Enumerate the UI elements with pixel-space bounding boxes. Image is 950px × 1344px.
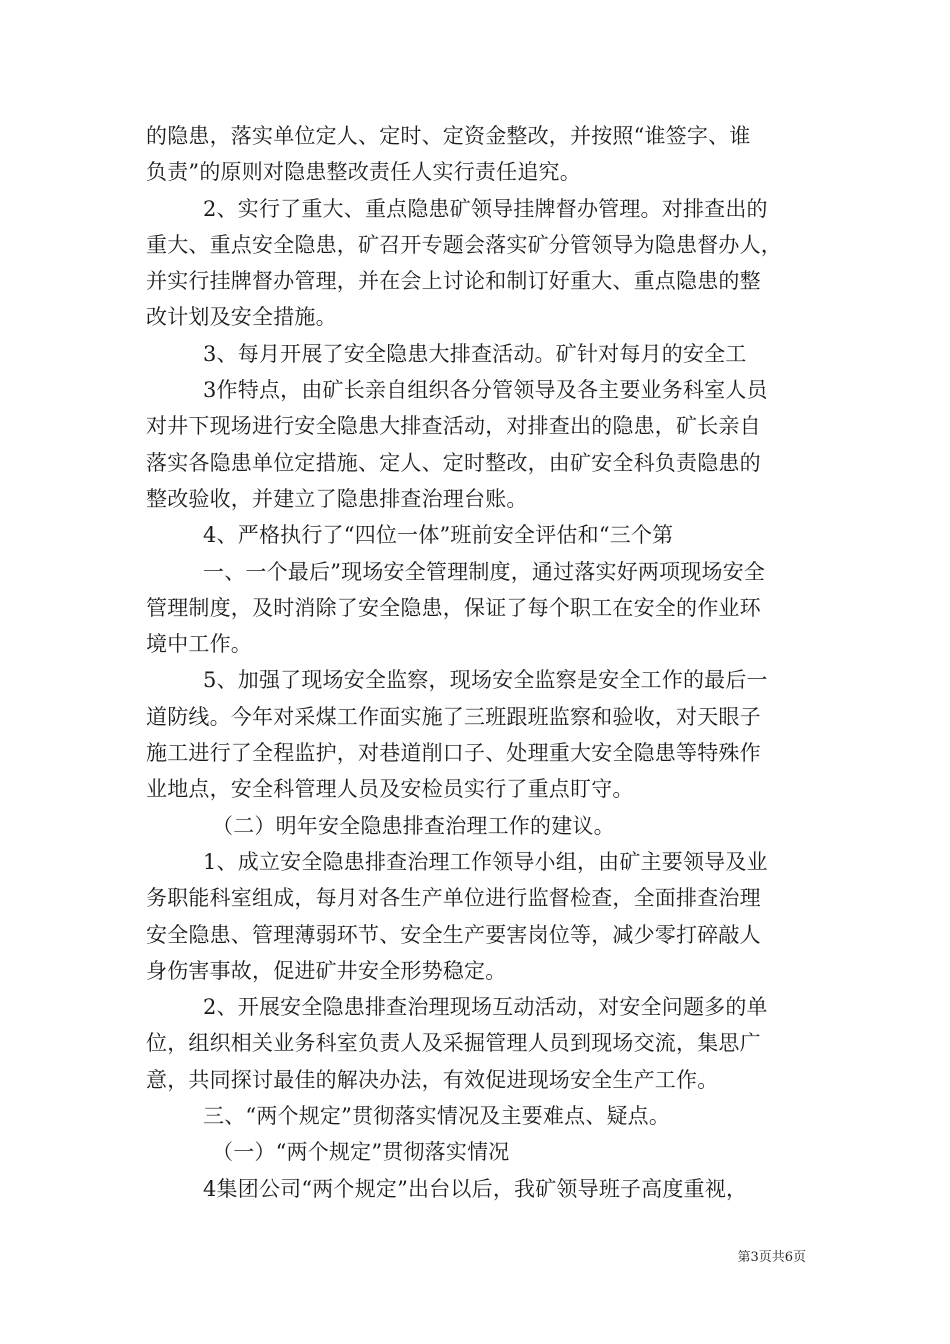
paragraph-start-line: 1、成立安全隐患排查治理工作领导小组，由矿主要领导及业 — [203, 849, 768, 874]
text-line: 业地点，安全科管理人员及安检员实行了重点盯守。 — [146, 777, 634, 802]
text-line: 并实行挂牌督办管理，并在会上讨论和制订好重大、重点隐患的整 — [146, 269, 761, 294]
paragraph-start-line: 4、严格执行了“四位一体”班前安全评估和“三个第 — [203, 523, 674, 548]
text-line: 的隐患，落实单位定人、定时、定资金整改，并按照“谁签字、谁 — [146, 124, 751, 148]
body-text — [146, 118, 818, 1207]
text-line: 意，共同探讨最佳的解决办法，有效促进现场安全生产工作。 — [146, 1067, 719, 1092]
text-line: 3作特点，由矿长亲自组织各分管领导及各主要业务科室人员 — [203, 378, 768, 403]
section-heading: 三、“两个规定”贯彻落实情况及主要难点、疑点。 — [203, 1104, 671, 1129]
text-line: 位，组织相关业务科室负责人及采掘管理人员到现场交流，集思广 — [146, 1031, 761, 1056]
text-line: 施工进行了全程监护，对巷道削口子、处理重大安全隐患等特殊作 — [146, 741, 761, 766]
text-line: 重大、重点安全隐患，矿召开专题会落实矿分管领导为隐患督办人， — [146, 232, 782, 257]
page-number-footer: 第3页共6页 — [737, 1250, 806, 1265]
text-line: 整改验收，并建立了隐患排查治理台账。 — [146, 486, 528, 511]
paragraph-start-line: 5、加强了现场安全监察，现场安全监察是安全工作的最后一 — [203, 668, 768, 693]
text-line: 务职能科室组成，每月对各生产单位进行监督检查，全面排查治理 — [146, 886, 761, 911]
text-line: 负责”的原则对隐患整改责任人实行责任追究。 — [146, 160, 581, 185]
text-line: 改计划及安全措施。 — [146, 305, 337, 330]
text-line: 落实各隐患单位定措施、定人、定时整改，由矿安全科负责隐患的 — [146, 450, 761, 475]
paragraph-start-line: 2、实行了重大、重点隐患矿领导挂牌督办管理。对排查出的 — [203, 196, 768, 221]
paragraph-start-line: 3、每月开展了安全隐患大排查活动。矿针对每月的安全工 — [203, 341, 747, 366]
section-heading: （一）“两个规定”贯彻落实情况 — [212, 1140, 510, 1165]
section-heading: （二）明年安全隐患排查治理工作的建议。 — [212, 813, 615, 838]
text-line: 管理制度，及时消除了安全隐患，保证了每个职工在安全的作业环 — [146, 595, 761, 620]
text-line: 身伤害事故，促进矿井安全形势稳定。 — [146, 958, 507, 983]
text-line: 境中工作。 — [146, 632, 252, 657]
text-line: 道防线。今年对采煤工作面实施了三班跟班监察和验收，对天眼子 — [146, 704, 761, 729]
paragraph-start-line: 2、开展安全隐患排查治理现场互动活动，对安全问题多的单 — [203, 995, 768, 1020]
paragraph-start-line: 4集团公司“两个规定”出台以后，我矿领导班子高度重视， — [203, 1176, 748, 1201]
text-line: 一、一个最后”现场安全管理制度，通过落实好两项现场安全 — [203, 559, 766, 584]
text-line: 对井下现场进行安全隐患大排查活动，对排查出的隐患，矿长亲自 — [146, 414, 761, 439]
text-line: 安全隐患、管理薄弱环节、安全生产要害岗位等，减少零打碎敲人 — [146, 922, 761, 947]
